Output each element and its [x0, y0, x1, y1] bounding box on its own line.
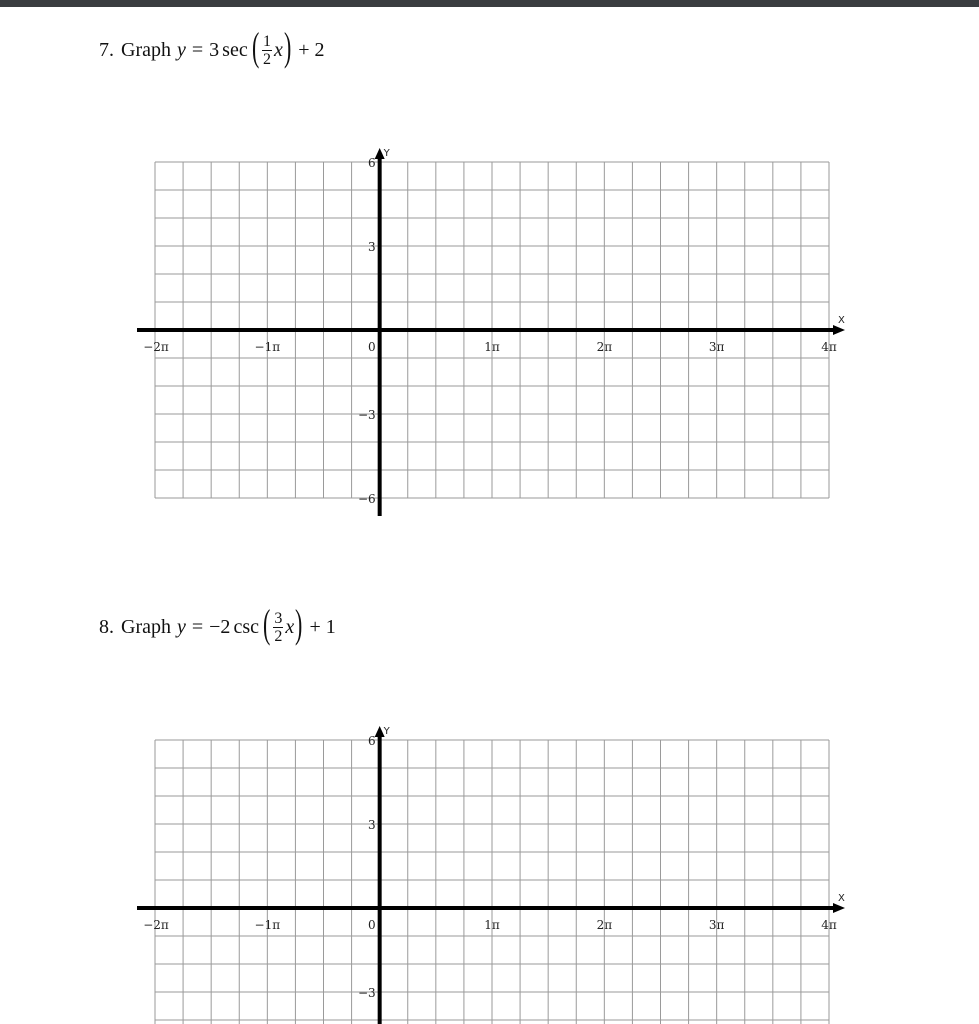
equation-shift: + 1: [309, 615, 336, 638]
equation-y: y: [176, 38, 186, 61]
equation-function: sec: [222, 38, 248, 61]
equation-y: y: [176, 615, 186, 638]
y-tick-label: 6: [368, 156, 376, 170]
problem-number: 8.: [99, 615, 114, 638]
equation-x: x: [285, 615, 295, 638]
y-tick-label: 3: [368, 818, 376, 832]
left-paren: (: [251, 24, 260, 69]
x-tick-label: −2π: [143, 918, 169, 932]
x-tick-label: 1π: [484, 918, 500, 932]
x-tick-label: 0: [368, 340, 376, 354]
x-tick-label: 4π: [821, 340, 837, 354]
equation-equals: =: [191, 38, 204, 61]
fraction-numerator: 3: [274, 609, 283, 627]
x-tick-label: −1π: [254, 340, 281, 354]
x-tick-label: −1π: [254, 918, 281, 932]
x-tick-label: 1π: [484, 340, 500, 354]
y-tick-label: −3: [357, 986, 376, 1000]
grid-lines: [155, 740, 829, 1024]
equation-coefficient: −2: [209, 615, 231, 638]
y-tick-label: 3: [368, 240, 376, 254]
right-paren: ): [295, 601, 303, 646]
x-tick-label: 2π: [596, 340, 613, 354]
y-tick-label: −3: [357, 408, 376, 422]
equation-equals: =: [191, 615, 204, 638]
x-tick-label: 3π: [708, 918, 725, 932]
y-tick-label: −6: [357, 492, 376, 506]
problem-verb: Graph: [121, 615, 171, 638]
x-tick-label: 0: [368, 918, 376, 932]
fraction-denominator: 2: [274, 627, 283, 645]
equation-coefficient: 3: [209, 38, 220, 61]
y-axis-label: Y: [383, 148, 390, 159]
y-axis-label: Y: [383, 726, 390, 737]
x-axis-label: X: [838, 893, 845, 904]
problem-verb: Graph: [121, 38, 171, 61]
y-tick-label: 6: [368, 734, 376, 748]
fraction-numerator: 1: [263, 32, 272, 50]
x-axis-arrow: [833, 903, 845, 913]
left-paren: (: [262, 601, 271, 646]
problem-number: 7.: [99, 38, 114, 61]
equation-x: x: [274, 38, 283, 61]
x-tick-label: −2π: [143, 340, 169, 354]
x-tick-label: 3π: [708, 340, 725, 354]
x-tick-label: 4π: [821, 918, 837, 932]
equation-shift: + 2: [298, 38, 325, 61]
x-axis-label: X: [838, 315, 845, 326]
equation-function: csc: [233, 615, 259, 638]
right-paren: ): [283, 24, 292, 69]
x-tick-label: 2π: [596, 918, 613, 932]
fraction-denominator: 2: [263, 50, 272, 68]
